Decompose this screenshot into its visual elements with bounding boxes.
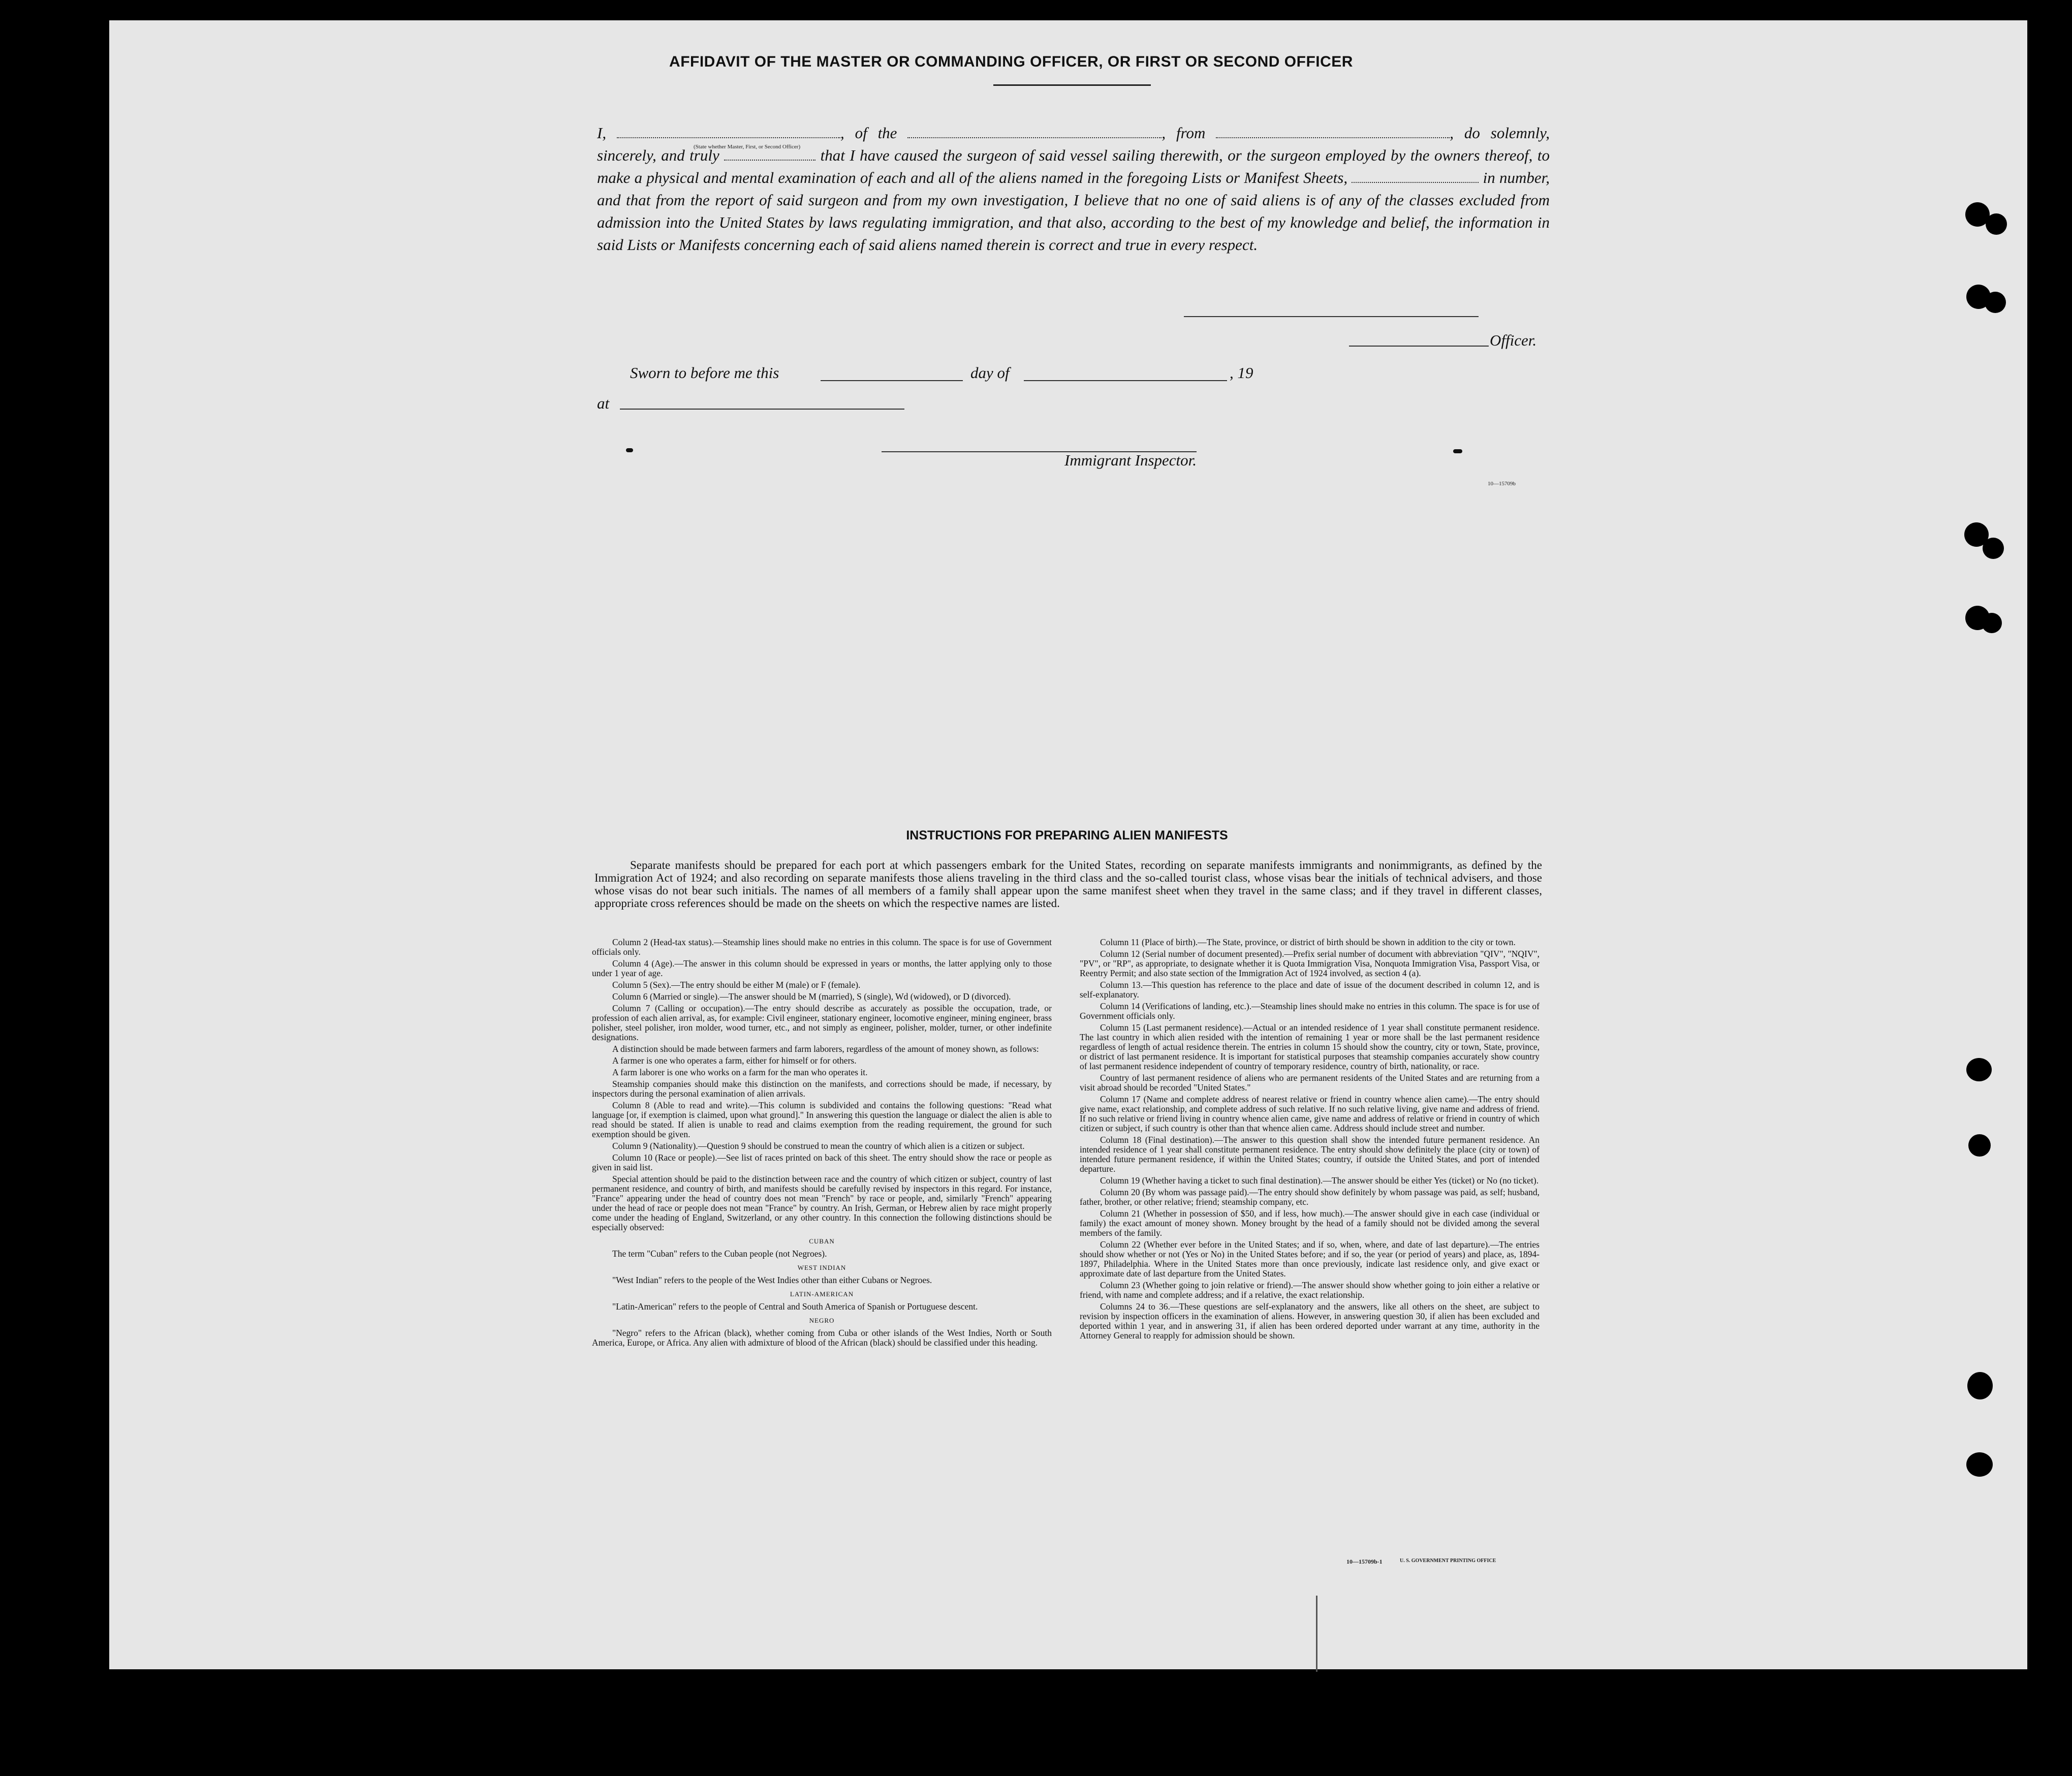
- inspector-label: Immigrant Inspector.: [1064, 451, 1197, 469]
- instructions-right-column: [1080, 938, 1540, 1343]
- instruction-paragraph: Column 2 (Head-tax status).—Steamship lines should make no entries in this column. The space is for use of Government officials only.: [592, 937, 1052, 957]
- instruction-paragraph: Column 7 (Calling or occupation).—The entry should describe as accurately as possible the occupation, trade, or profession of each alien arrival, as, for example: Civil engineer, stationary engineer, locomotive engineer, mining engineer, brass polisher, steel polisher, iron molder, wood turner, etc., and not simply as engineer, polisher, molder, turner, or other indefinite designations.: [592, 1003, 1052, 1042]
- manifest-sheet: [109, 20, 2027, 1669]
- punch-hole: [1966, 1452, 1993, 1477]
- instructions-left-column: [592, 938, 1052, 1350]
- instruction-paragraph: Column 12 (Serial number of document presented).—Prefix serial number of document with abbreviation "QIV", "NQIV", "PV", or "RP", as appropriate, to designate whether it is Quota Immigration Visa, Nonquota Immigration Visa, Passport Visa, or Reentry Permit; and also state section of the Immigration Act of 1924 involved, as section 4 (a).: [1080, 949, 1540, 978]
- instruction-paragraph: Column 17 (Name and complete address of nearest relative or friend in country whence alien came).—The entry should give name, exact relationship, and complete address of such relative. If no such relative living, give name and address of friend. If no such relative or friend living in country whence alien came, give name and address of relative or friend in country of which citizen or subject, if such country is other than that whence alien came. Address should include street and number.: [1080, 1094, 1540, 1133]
- tear-line: [1316, 1596, 1317, 1672]
- instructions-intro: Separate manifests should be prepared for each port at which passengers embark for the United States, recording on separate manifests immigrants and nonimmigrants, as defined by the Immigration Act of 1924; and also recording on separate manifests those aliens traveling in the third class and the so-called tourist class, whose visas bear the initials of technical advisers, and those whose visas do not bear such initials. The names of all members of a family shall appear upon the same manifest sheet when they travel in the same class; and if they travel in different classes, appropriate cross references should be made on the sheets on which the respective names are listed.: [594, 859, 1542, 910]
- race-heading: NEGRO: [809, 1317, 835, 1324]
- officer-name-line[interactable]: [1349, 346, 1489, 347]
- instruction-paragraph: Column 20 (By whom was passage paid).—The entry should show definitely by whom passage was paid, as self; husband, father, brother, or other relative; friend; steamship company, etc.: [1080, 1187, 1540, 1207]
- instruction-paragraph: Column 18 (Final destination).—The answer to this question shall show the intended future permanent residence. An intended residence of 1 year shall constitute permanent residence. The entry should show definitely the place (city or town) of intended future permanent residence, if within the United States; country, if outside the United States, and port of intended departure.: [1080, 1135, 1540, 1174]
- affidavit-text: in number, and that from the report of said surgeon and from my own investigation, I believe that no one of said aliens is of any of the classes excluded from admission into the United States by laws regulating immigration, and that also, according to the best of my knowledge and belief, the information in said Lists or Manifests concerning each of said aliens named therein is correct and true in every respect.: [597, 169, 1550, 254]
- affidavit-body: [597, 122, 1550, 256]
- instruction-paragraph: Column 21 (Whether in possession of $50, and if less, how much).—The answer should give in each case (individual or family) the exact amount of money shown. Money brought by the head of a family should not be divided among the several members of the family.: [1080, 1208, 1540, 1238]
- vessel-name-field[interactable]: [907, 134, 1161, 138]
- form-number: 10—15709b: [1488, 481, 1516, 487]
- instruction-paragraph: Country of last permanent residence of aliens who are permanent residents of the United States and are returning from a visit abroad should be recorded "United States.": [1080, 1073, 1540, 1093]
- oath-field[interactable]: [724, 157, 815, 161]
- affidavit-text: , do: [1450, 124, 1480, 142]
- instruction-paragraph: Column 19 (Whether having a ticket to such final destination).—The answer should be either Yes (ticket) or No (no ticket).: [1100, 1175, 1539, 1186]
- punch-hole: [1966, 1058, 1992, 1081]
- title-divider: [993, 84, 1151, 86]
- punch-hole: [1967, 1372, 1993, 1399]
- rank-field-note: (State whether Master, First, or Second Officer): [694, 144, 801, 150]
- day-of-label: day of: [970, 364, 1010, 382]
- instruction-paragraph: A farmer is one who operates a farm, either for himself or for others.: [612, 1055, 857, 1066]
- ink-mark: [626, 448, 633, 452]
- affidavit-title: AFFIDAVIT OF THE MASTER OR COMMANDING OFFICER, OR FIRST OR SECOND OFFICER: [669, 53, 1353, 70]
- punch-hole: [1968, 1134, 1991, 1157]
- instructions-title: INSTRUCTIONS FOR PREPARING ALIEN MANIFESTS: [906, 828, 1228, 843]
- officer-signature-line[interactable]: [1184, 316, 1479, 317]
- affidavit-text: , from: [1161, 124, 1206, 142]
- instruction-paragraph: Column 4 (Age).—The answer in this column should be expressed in years or months, the latter applying only to those under 1 year of age.: [592, 958, 1052, 978]
- port-field[interactable]: [1216, 134, 1450, 138]
- race-heading: WEST INDIAN: [797, 1264, 846, 1271]
- officer-label: Officer.: [1490, 331, 1537, 349]
- instruction-paragraph: Column 22 (Whether ever before in the United States; and if so, when, where, and date of last departure).—The entries should show whether or not (Yes or No) in the United States before; and if so, the year (or period of years) and place, as, 1894-1897, Philadelphia. Where in the United States more than once previously, indicate last residence only, and give exact or approximate date of last departure from the United States.: [1080, 1239, 1540, 1279]
- punch-hole: [1983, 538, 2004, 559]
- year-label: , 19: [1230, 364, 1253, 382]
- instruction-paragraph: Column 23 (Whether going to join relative or friend).—The answer should show whether going to join either a relative or friend, with name and complete address; and if a relative, the exact relationship.: [1080, 1280, 1540, 1300]
- instruction-paragraph: A distinction should be made between farmers and farm laborers, regardless of the amount of money shown, as follows:: [612, 1044, 1039, 1054]
- sworn-month-field[interactable]: [1024, 380, 1227, 381]
- instruction-paragraph: Column 11 (Place of birth).—The State, province, or district of birth should be shown in addition to the city or town.: [1100, 937, 1516, 947]
- affidavit-text: that I have caused the surgeon of said vessel sailing therewith, or the surgeon employed by the owners thereof, to make a physical and mental examination of each and all of the aliens named in the foregoing Lists or Manifest Sheets,: [597, 146, 1550, 186]
- instruction-paragraph: Column 8 (Able to read and write).—This column is subdivided and contains the following questions: "Read what language [or, if exemption is claimed, upon what ground]." In answering this question the language or dialect the alien is able to read should be stated. If alien is unable to read and claims exemption from the reading requirement, the ground for such exemption should be given.: [592, 1100, 1052, 1139]
- officer-rank-field[interactable]: [617, 134, 840, 138]
- instruction-paragraph: Column 5 (Sex).—The entry should be either M (male) or F (female).: [612, 980, 861, 990]
- race-heading: CUBAN: [809, 1237, 835, 1245]
- instruction-paragraph: Columns 24 to 36.—These questions are self-explanatory and the answers, like all others on the sheet, are subject to revision by inspection officers in the examination of aliens. However, in answering question 30, if alien has been excluded and deported within 1 year, and in answering 31, if alien has been ordered deported under warrant at any time, authority in the Attorney General to reapply for admission should be shown.: [1080, 1301, 1540, 1341]
- race-definition: "Negro" refers to the African (black), whether coming from Cuba or other islands of the West Indies, North or South America, Europe, or Africa. Any alien with admixture of blood of the African (black) should be classified under this heading.: [592, 1328, 1052, 1348]
- instruction-paragraph: Steamship companies should make this distinction on the manifests, and corrections should be made, if necessary, by inspectors during the personal examination of alien arrivals.: [592, 1079, 1052, 1099]
- instruction-paragraph: Column 10 (Race or people).—See list of races printed on back of this sheet. The entry should show the race or people as given in said list.: [592, 1152, 1052, 1172]
- sworn-label: Sworn to before me this: [630, 364, 779, 382]
- instruction-paragraph: Column 15 (Last permanent residence).—Actual or an intended residence of 1 year shall constitute permanent residence. The last country in which alien resided with the intention of remaining 1 year or more shall be the last permanent residence regardless of length of actual residence therein. The entries in column 15 should show the country, city or town, State, province, or district of last permanent residence. It is important for statistical purposes that steamship companies accurately show country of last permanent residence independent of country of temporary residence, country of birth, nationality, or race.: [1080, 1022, 1540, 1071]
- sworn-place-field[interactable]: [620, 409, 904, 410]
- footer-printing-office: U. S. GOVERNMENT PRINTING OFFICE: [1400, 1558, 1496, 1564]
- race-heading: LATIN-AMERICAN: [790, 1290, 854, 1298]
- at-label: at: [597, 394, 610, 412]
- affidavit-text: I,: [597, 124, 607, 142]
- instruction-paragraph: Column 6 (Married or single).—The answer should be M (married), S (single), Wd (widowed), or D (divorced).: [612, 991, 1011, 1002]
- race-definition: "West Indian" refers to the people of the West Indies other than either Cubans or Negroes.: [612, 1275, 932, 1285]
- punch-hole: [1985, 292, 2006, 313]
- race-definition: The term "Cuban" refers to the Cuban people (not Negroes).: [612, 1249, 827, 1259]
- punch-hole: [1982, 613, 2002, 633]
- instruction-paragraph: Column 13.—This question has reference to the place and date of issue of the document described in column 12, and is self-explanatory.: [1080, 980, 1540, 1000]
- sworn-day-field[interactable]: [821, 380, 963, 381]
- punch-hole: [1986, 213, 2007, 235]
- race-definition: "Latin-American" refers to the people of Central and South America of Spanish or Portuguese descent.: [612, 1301, 978, 1312]
- affidavit-text: solemnly, sincerely, and truly: [597, 124, 1550, 164]
- affidavit-text: , of the: [840, 124, 897, 142]
- instruction-paragraph: Special attention should be paid to the distinction between race and the country of which citizen or subject, country of last permanent residence, and country of birth, and manifests should be carefully revised by inspectors in this regard. For instance, "France" appearing under the head of country does not mean "French" by race or people, and, similarly "French" appearing under the head of race or people does not mean "France" by country. An Irish, German, or Hebrew alien by race might properly come under the heading of England, Switzerland, or any other country. In this connection the following distinctions should be especially observed:: [592, 1174, 1052, 1232]
- footer-form-number: 10—15709b-1: [1346, 1558, 1383, 1565]
- instruction-paragraph: Column 9 (Nationality).—Question 9 should be construed to mean the country of which alien is a citizen or subject.: [612, 1141, 1025, 1151]
- instruction-paragraph: Column 14 (Verifications of landing, etc.).—Steamship lines should make no entries in this column. The space is for use of Government officials only.: [1080, 1001, 1540, 1021]
- ink-mark: [1453, 449, 1462, 453]
- instruction-paragraph: A farm laborer is one who works on a farm for the man who operates it.: [612, 1067, 868, 1077]
- number-of-aliens-field[interactable]: [1352, 179, 1479, 183]
